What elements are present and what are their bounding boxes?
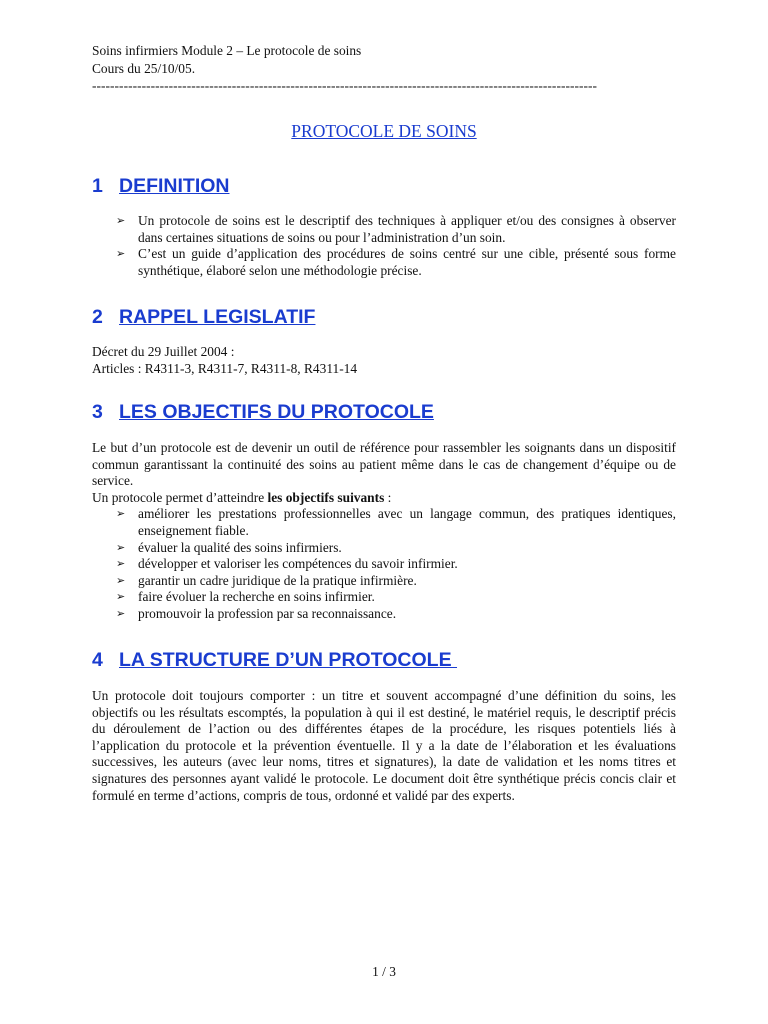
arrow-bullet-icon: ➢ (116, 247, 126, 261)
objectives-paragraph: Le but d’un protocole est de devenir un outil de référence pour rassembler les soignants dans un dispositif commun garantissant la continuité des soins au patient même dans le cas de changement d’équipe ou de service. (92, 440, 676, 489)
page-number: 1 / 3 (372, 964, 396, 979)
document-title: PROTOCOLE DE SOINS (291, 121, 477, 141)
objectives-list (92, 506, 676, 622)
arrow-bullet-icon: ➢ (116, 557, 126, 571)
section-heading-structure (92, 648, 457, 672)
objectives-block (92, 440, 676, 623)
structure-paragraph: Un protocole doit toujours comporter : un titre et souvent accompagné d’une définition du soins, les objectifs ou les résultats escomptés, la population à qui il est destiné, le matériel requis, le descriptif précis du déroulement de l’action ou des différentes étapes de la procédure, les risques potentiels liés à l’application du protocole et la prévention éventuelle. Il y a la date de l’élaboration et les évaluations successives, les auteurs (avec leur noms, titres et signatures), la date de validation et les noms titres et signatures des personnes ayant validé le protocole. Le document doit être synthétique précis concis clair et formulé en terme d’actions, compris de tous, ordonné et validé par des experts. (92, 688, 676, 803)
section-number: 2 (92, 306, 103, 328)
arrow-bullet-icon: ➢ (116, 507, 126, 521)
arrow-bullet-icon: ➢ (116, 540, 126, 554)
section-title: DEFINITION (119, 175, 230, 197)
header-course-date: Cours du 25/10/05. (92, 60, 196, 76)
section-number: 3 (92, 401, 103, 423)
section-title: LA STRUCTURE D’UN PROTOCOLE (119, 649, 458, 671)
list-item: ➢ faire évoluer la recherche en soins infirmier. (116, 589, 375, 605)
list-item: ➢ promouvoir la profession par sa reconnaissance. (116, 605, 397, 621)
list-item: ➢ C’est un guide d’application des procédures de soins centré sur une cible, présenté sous forme synthétique, élaboré selon une méthodologie précise. (116, 246, 676, 278)
header-separator: ---------------------------------------------------------------------------------------------------------------- (92, 78, 598, 92)
section-heading-objectifs (92, 400, 434, 424)
header-course-title: Soins infirmiers Module 2 – Le protocole de soins (92, 43, 362, 58)
arrow-bullet-icon: ➢ (116, 606, 126, 620)
section-title: RAPPEL LEGISLATIF (119, 306, 316, 328)
page-header (92, 42, 692, 77)
list-item: ➢ développer et valoriser les compétences du savoir infirmier. (116, 556, 458, 572)
section-number: 4 (92, 649, 103, 671)
list-item: ➢ évaluer la qualité des soins infirmiers. (116, 539, 342, 555)
arrow-bullet-icon: ➢ (116, 590, 126, 604)
list-item: ➢ améliorer les prestations professionnelles avec un langage commun, des pratiques identiques, enseignement fiable. (116, 506, 676, 538)
section-heading-rappel-legislatif (92, 305, 315, 329)
list-item: ➢ Un protocole de soins est le descriptif des techniques à appliquer et/ou des consignes à observer dans certaines situations de soins ou pour l’administration d’un soin. (116, 213, 676, 245)
section-heading-definition (92, 174, 230, 198)
legislation-block (92, 344, 676, 377)
definition-list (92, 213, 676, 279)
arrow-bullet-icon: ➢ (116, 573, 126, 587)
articles-line: Articles : R4311-3, R4311-7, R4311-8, R4311-14 (92, 360, 358, 376)
objectives-intro: Un protocole permet d’atteindre les objectifs suivants : (92, 489, 392, 505)
decree-line: Décret du 29 Juillet 2004 : (92, 344, 235, 359)
section-title: LES OBJECTIFS DU PROTOCOLE (119, 401, 434, 423)
section-number: 1 (92, 175, 103, 197)
arrow-bullet-icon: ➢ (116, 214, 126, 227)
list-item: ➢ garantir un cadre juridique de la pratique infirmière. (116, 572, 417, 588)
